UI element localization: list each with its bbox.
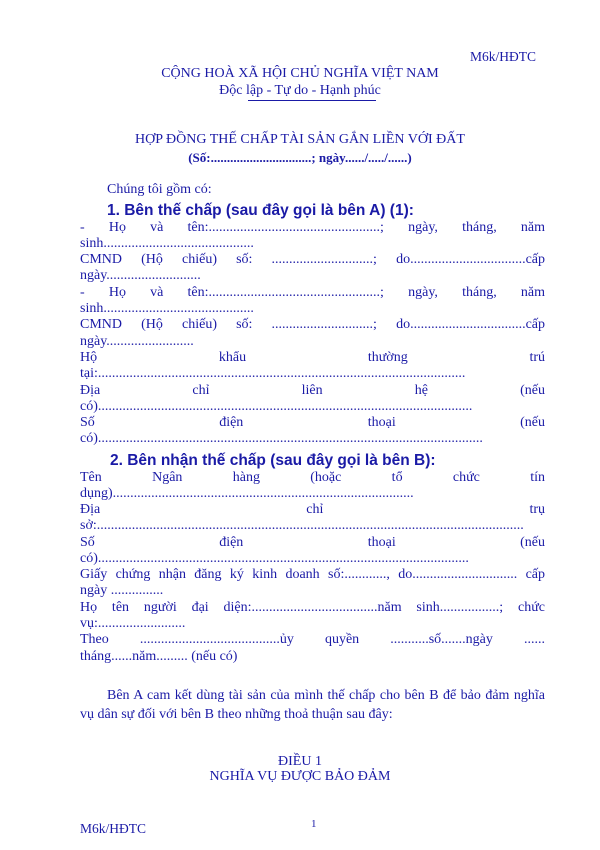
- party-b-line: vụ:.........................: [80, 616, 186, 631]
- party-b-line: tháng......năm......... (nếu có): [80, 649, 238, 664]
- commitment-paragraph: Bên A cam kết dùng tài sản của mình thế chấp cho bên B để bảo đảm nghĩa vụ dân sự đối với bên B theo những thoả thuận sau đây:: [80, 688, 545, 722]
- party-a-line: ngày.........................: [80, 334, 194, 349]
- party-a-line: Hộ khẩu thường trú: [80, 350, 545, 365]
- party-b-line: Theo ........................................ủy quyền ...........số.......ngày ......: [80, 632, 545, 647]
- national-motto: Độc lập - Tự do - Hạnh phúc: [219, 83, 381, 98]
- motto-underline: [248, 100, 376, 101]
- party-b-line: Số điện thoại (nếu: [80, 535, 545, 550]
- party-a-line: ngày...........................: [80, 268, 201, 283]
- party-a-line: sinh...........................................: [80, 236, 254, 251]
- party-a-line: có)..............................................................................................................: [80, 431, 483, 446]
- form-code-bottom: M6k/HĐTC: [80, 821, 147, 836]
- party-b-line: Địa chỉ trụ: [80, 502, 545, 517]
- intro-text: Chúng tôi gồm có:: [107, 182, 212, 197]
- party-a-line: - Họ và tên:.................................................; ngày, tháng, năm: [80, 285, 545, 300]
- party-a-line: Số điện thoại (nếu: [80, 415, 545, 430]
- article-title: NGHĨA VỤ ĐƯỢC BẢO ĐẢM: [209, 769, 391, 784]
- national-title: CỘNG HOÀ XÃ HỘI CHỦ NGHĨA VIỆT NAM: [161, 66, 439, 81]
- page-number: 1: [311, 818, 317, 830]
- form-code-top: M6k/HĐTC: [470, 49, 537, 64]
- party-a-line: - Họ và tên:.................................................; ngày, tháng, năm: [80, 220, 545, 235]
- party-b-line: ngày ...............: [80, 583, 164, 598]
- party-a-line: có)...........................................................................................................: [80, 399, 473, 414]
- contract-number: (Số:...............................; ngày....../...../......): [188, 150, 412, 165]
- party-a-line: CMND (Hộ chiếu) số: .............................; do.................................cấp: [80, 317, 545, 332]
- party-b-line: Tên Ngân hàng (hoặc tổ chức tín: [80, 470, 545, 485]
- party-b-line: Họ tên người đại diện:....................................năm sinh.................; chức: [80, 600, 545, 615]
- party-b-line: sở:..........................................................................................................................: [80, 518, 524, 533]
- article-number: ĐIỀU 1: [278, 754, 322, 769]
- party-b-line: Giấy chứng nhận đăng ký kinh doanh số:............, do.............................. cấp: [80, 567, 545, 582]
- party-a-heading: 1. Bên thế chấp (sau đây gọi là bên A) (1):: [107, 202, 414, 219]
- contract-title: HỢP ĐỒNG THẾ CHẤP TÀI SẢN GẮN LIỀN VỚI ĐẤT: [135, 132, 465, 147]
- party-b-heading: 2. Bên nhận thế chấp (sau đây gọi là bên B):: [110, 452, 436, 469]
- party-a-line: tại:.........................................................................................................: [80, 366, 466, 381]
- party-a-line: sinh...........................................: [80, 301, 254, 316]
- party-a-line: Địa chỉ liên hệ (nếu: [80, 383, 545, 398]
- party-a-line: CMND (Hộ chiếu) số: .............................; do.................................cấp: [80, 252, 545, 267]
- party-b-line: dụng)......................................................................................: [80, 486, 414, 501]
- party-b-line: có)..........................................................................................................: [80, 551, 469, 566]
